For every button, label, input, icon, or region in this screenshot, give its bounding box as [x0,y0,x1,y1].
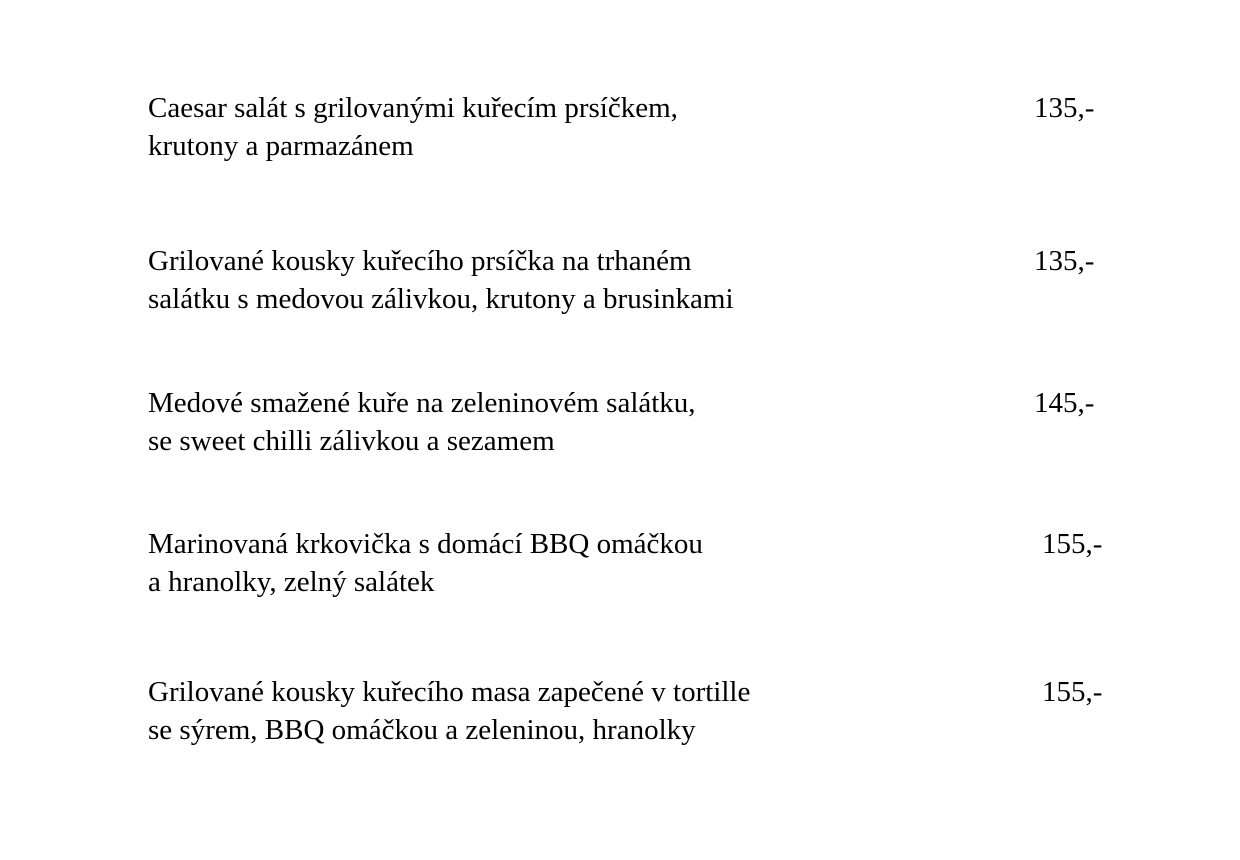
menu-item-description-line-1: Caesar salát s grilovanými kuřecím prsíčkem, [148,92,678,124]
menu-item-description [148,525,1008,601]
menu-item [148,89,1148,179]
menu-item-description [148,89,1008,165]
menu-item-description [148,673,1008,749]
menu-item-description-line-1: Marinovaná krkovička s domácí BBQ omáčkou [148,528,703,560]
menu-item-description-line-2: salátku s medovou zálivkou, krutony a brusinkami [148,283,734,315]
menu-item-description [148,242,1008,318]
menu-item [148,242,1148,332]
menu-item [148,525,1148,615]
menu-item-price: 155,- [1042,676,1103,708]
menu-item-description-line-2: krutony a parmazánem [148,130,414,162]
menu-item-description-line-1: Grilované kousky kuřecího prsíčka na trhaném [148,245,692,277]
menu-item-description-line-1: Grilované kousky kuřecího masa zapečené v tortille [148,676,751,708]
menu-item-price: 155,- [1042,528,1103,560]
menu-item-description-line-2: se sýrem, BBQ omáčkou a zeleninou, hranolky [148,714,696,746]
menu-item-description [148,384,1008,460]
menu-item [148,673,1148,763]
menu-item-description-line-2: se sweet chilli zálivkou a sezamem [148,425,555,457]
menu-item-description-line-2: a hranolky, zelný salátek [148,566,435,598]
menu-item-price: 135,- [1034,245,1095,277]
menu-item-price: 145,- [1034,387,1095,419]
menu-item [148,384,1148,474]
menu-item-description-line-1: Medové smažené kuře na zeleninovém salátku, [148,387,696,419]
menu-item-price: 135,- [1034,92,1095,124]
